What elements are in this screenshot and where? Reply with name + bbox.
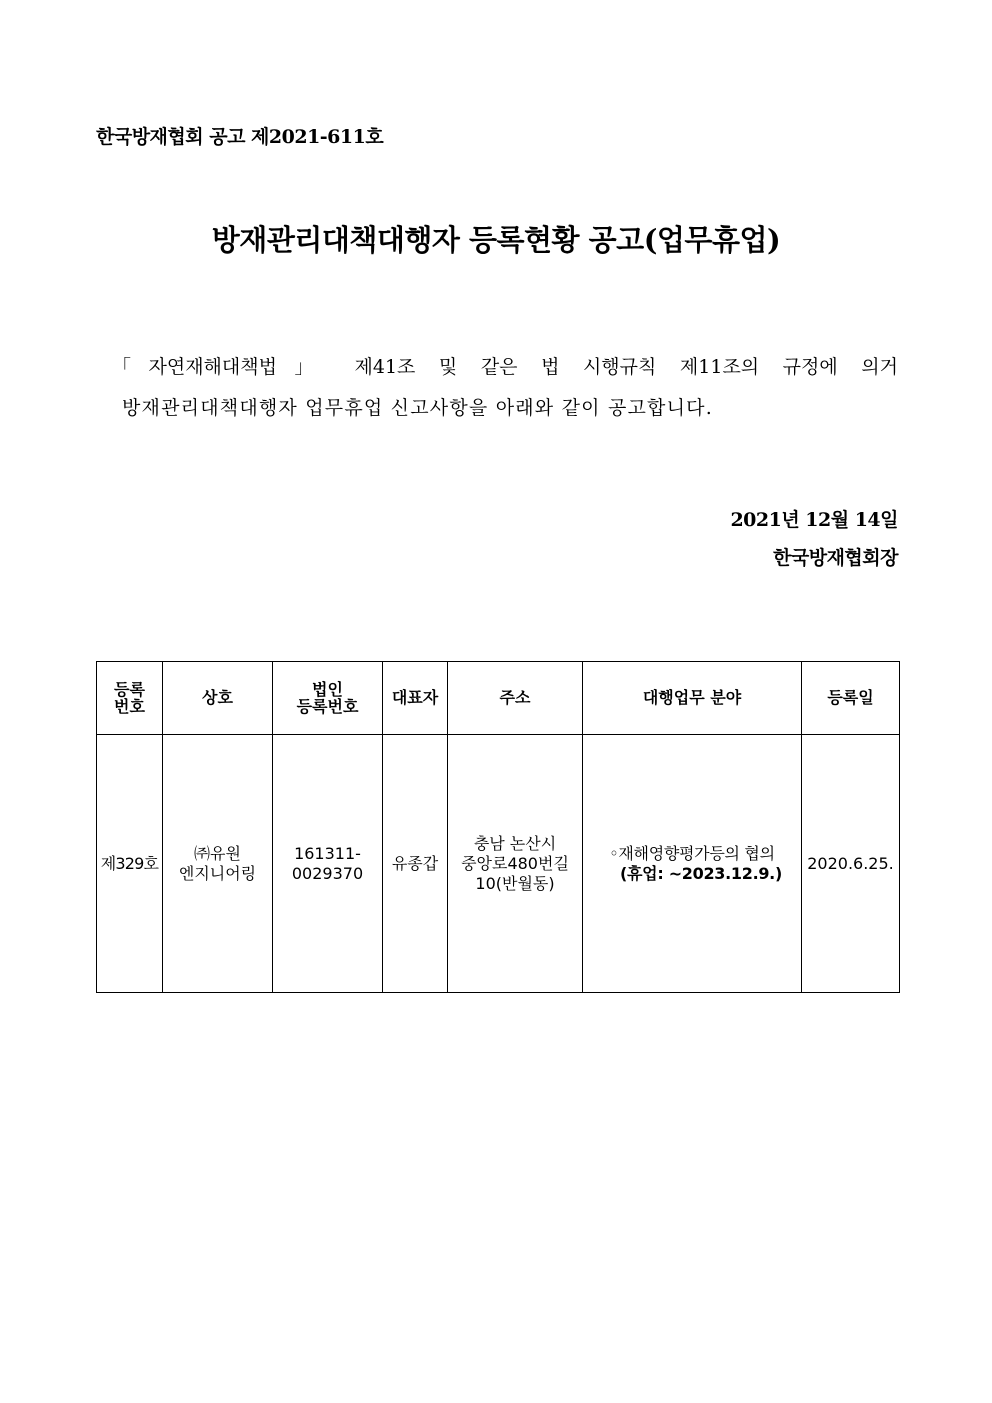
cell-registration-date: 2020.6.25. — [802, 735, 900, 993]
table-header-row — [97, 662, 900, 735]
issuer-name: 한국방재협회장 — [773, 547, 898, 569]
registration-table — [96, 661, 900, 993]
header-registration-number-line2: 번호 — [114, 697, 145, 716]
cell-address — [448, 735, 583, 993]
cell-company — [163, 735, 273, 993]
header-company: 상호 — [163, 662, 273, 735]
cell-corporate-number — [273, 735, 383, 993]
cell-business-field — [583, 735, 802, 993]
cell-representative: 유종갑 — [383, 735, 448, 993]
header-registration-number-line1: 등록 — [114, 680, 145, 699]
cell-address-line2: 중앙로480번길 — [461, 853, 569, 873]
intro-text-line-1: 「자연재해대책법」 제41조 및 같은 법 시행규칙 제11조의 규정에 의거 — [112, 356, 898, 378]
notice-number: 한국방재협회 공고 제2021-611호 — [96, 126, 384, 148]
cell-company-line1: ㈜유원 — [194, 843, 241, 863]
cell-address-line3: 10(반월동) — [475, 873, 555, 893]
header-corporate-number-line1: 법인 — [312, 680, 343, 699]
document-title: 방재관리대책대행자 등록현황 공고(업무휴업) — [211, 223, 781, 257]
intro-text-line-2: 방재관리대책대행자 업무휴업 신고사항을 아래와 같이 공고합니다. — [122, 397, 713, 419]
notice-date: 2021년 12월 14일 — [730, 509, 898, 531]
header-registration-number — [97, 662, 163, 735]
cell-company-line2: 엔지니어링 — [178, 863, 257, 883]
cell-corporate-number-line1: 161311- — [294, 843, 361, 863]
header-business-field: 대행업무 분야 — [583, 662, 802, 735]
header-representative: 대표자 — [383, 662, 448, 735]
cell-address-line1: 충남 논산시 — [473, 833, 557, 853]
cell-business-field-suspension: (휴업: ~2023.12.9.) — [620, 863, 782, 883]
cell-business-field-main: ◦재해영향평가등의 협의 — [609, 843, 775, 863]
table-row — [97, 735, 900, 993]
header-address: 주소 — [448, 662, 583, 735]
header-registration-date: 등록일 — [802, 662, 900, 735]
header-corporate-number — [273, 662, 383, 735]
cell-registration-number: 제329호 — [97, 735, 163, 993]
header-corporate-number-line2: 등록번호 — [296, 697, 359, 716]
cell-corporate-number-line2: 0029370 — [291, 863, 364, 883]
